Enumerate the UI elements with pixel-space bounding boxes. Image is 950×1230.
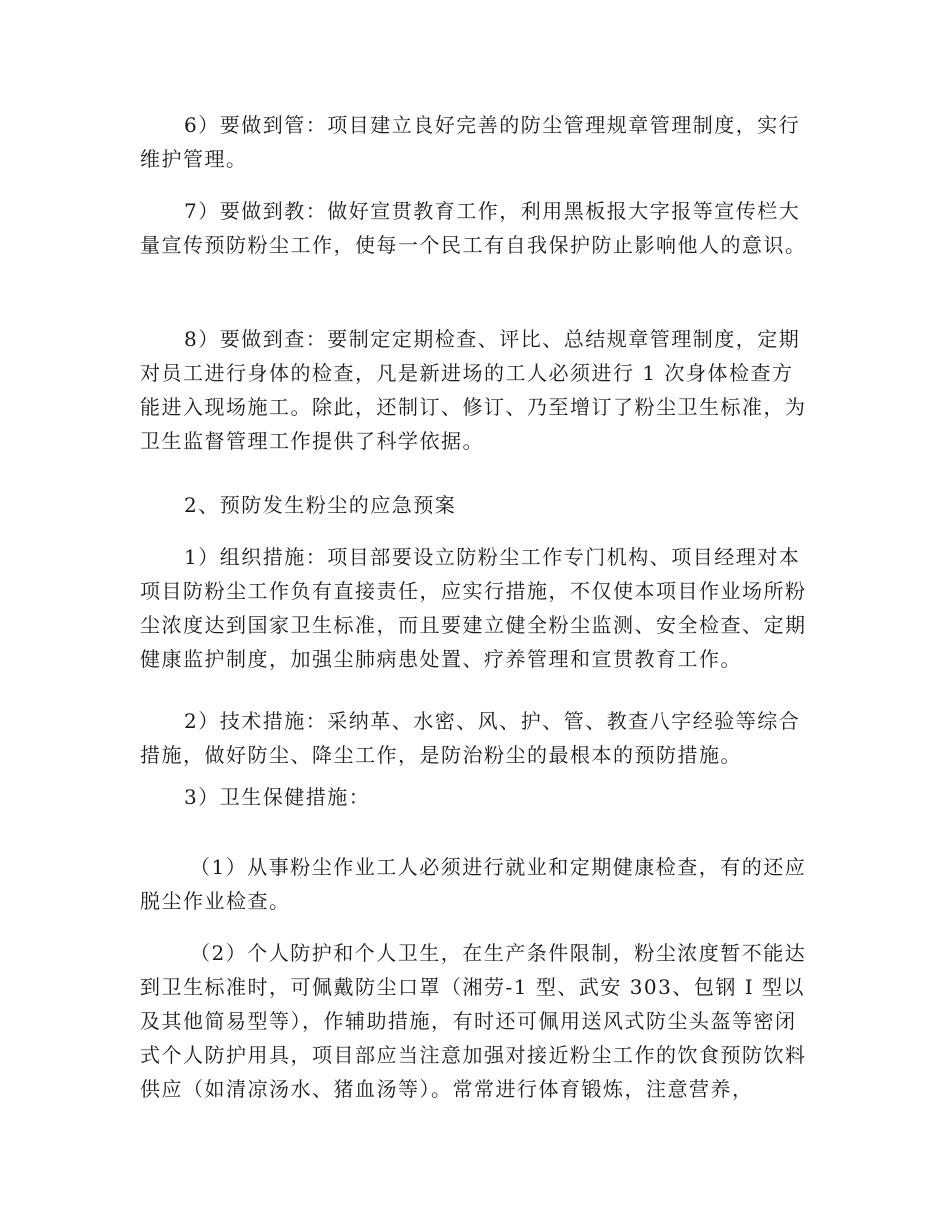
paragraph-health-measure-2: （2）个人防护和个人卫生，在生产条件限制，粉尘浓度暂不能达到卫生标准时，可佩戴防尘口罩（湘劳-1 型、武安 303、包钢 I 型以及其他简易型等），作辅助措施，有时还可佩用送风式防尘头盔等密闭式个人防护用具，项目部应当注意加强对接近粉尘工作的饮食预防饮料供应（如清凉汤水、猪血汤等）。常常进行体育锻炼，注意营养，: [140, 941, 807, 1101]
paragraph-item-8: 8）要做到查：要制定定期检查、评比、总结规章管理制度，定期对员工进行身体的检查，凡是新进场的工人必须进行 1 次身体检查方能进入现场施工。除此，还制订、修订、乃至增订了粉尘卫生标准，为卫生监督管理工作提供了科学依据。: [140, 327, 807, 453]
paragraph-health-measure-1: （1）从事粉尘作业工人必须进行就业和定期健康检查，有的还应脱尘作业检查。: [140, 855, 807, 913]
section-heading-emergency-plan: 2、预防发生粉尘的应急预案: [184, 493, 457, 517]
paragraph-technical-measures: 2）技术措施：采纳革、水密、风、护、管、教查八字经验等综合措施，做好防尘、降尘工作，是防治粉尘的最根本的预防措施。: [140, 709, 801, 767]
paragraph-health-measures-heading: 3）卫生保健措施：: [184, 785, 371, 809]
paragraph-item-7: 7）要做到教：做好宣贯教育工作，利用黑板报大字报等宣传栏大量宣传预防粉尘工作，使每一个民工有自我保护防止影响他人的意识。: [140, 199, 807, 257]
paragraph-organizational-measures: 1）组织措施：项目部要设立防粉尘工作专门机构、项目经理对本项目防粉尘工作负有直接责任，应实行措施，不仅使本项目作业场所粉尘浓度达到国家卫生标准，而且要建立健全粉尘监测、安全检查、定期健康监护制度，加强尘肺病患处置、疗养管理和宣贯教育工作。: [140, 545, 807, 671]
paragraph-item-6: 6）要做到管：项目建立良好完善的防尘管理规章管理制度，实行维护管理。: [140, 113, 801, 171]
